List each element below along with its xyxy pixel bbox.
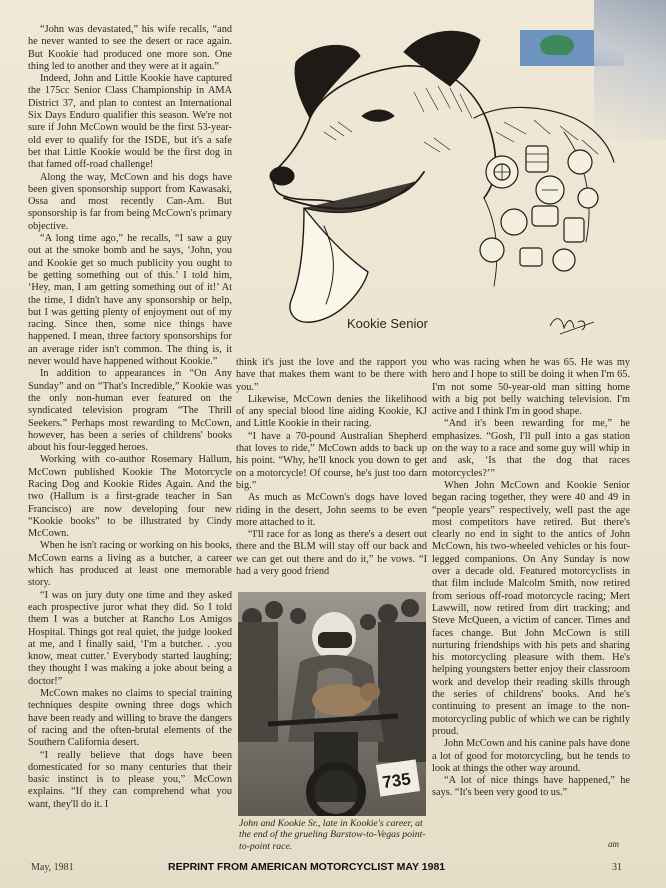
paragraph: “And it's been rewarding for me,” he emphasizes. “Gosh, I'll pull into a gas station on the way to a race and some guy will whip in and ask, ‘Is that the dog that races motorcycles?’” [432,418,630,479]
paragraph: “I was on jury duty one time and they asked each prospective juror what they did. So I told them I was a butcher at Rancho Los Amigos Hospital. Things got real quiet, the judge looked at me, and I finally said, ‘I'm a butcher. . .you know, meat cutter.’ Everybody started laughing; they thought I was making a joke about being a doctor!” [28,589,232,687]
race-number: 735 [381,769,412,793]
article-column-3 [432,357,630,837]
paragraph: “A long time ago,” he recalls, “I saw a guy out at the smoke bomb and he says, ‘John, you and Kookie get so much publicity you ought to be getting something out of this.’ I told him, ‘Hey, man, I am getting something out of it!’ At the time, I didn't have any sponsorship or help, but I was getting plenty of enjoyment out of my racing. Since then, some nice things have happened. I mean, three factory sponsorships for an average rider isn't common. The thing is, it never would have happened without Kookie.” [28,233,232,368]
paragraph: As much as McCown's dogs have loved riding in the desert, John seems to be even more attached to it. [236,492,427,528]
paragraph: Along the way, McCown and his dogs have been given sponsorship support from Kawasaki, Ossa and most recently Can-Am. But sponsorship is far from being McCown's primary objective. [28,171,232,232]
magazine-logo: am [608,839,619,849]
paragraph: “John was devastated,” his wife recalls, “and he never wanted to see the desert or race again. But Kookie had produced one more son. One thing led to another and they were at it again.” [28,24,232,72]
reprint-notice: REPRINT FROM AMERICAN MOTORCYCLIST MAY 1981 [168,861,446,873]
photo-caption: John and Kookie Sr., late in Kookie's career, at the end of the grueling Barstow-to-Vegas point-to-point race. [239,818,426,852]
photo-image [238,592,426,816]
illustration-caption: Kookie Senior [347,316,428,331]
article-column-2 [236,357,427,589]
dog-drawing [264,22,620,357]
paragraph: Indeed, John and Little Kookie have captured the 175cc Senior Class Championship in AMA District 37, and plan to contest an International Six Days Enduro qualifier this season. We're not sure if John McCown would be the first 53-year-old ever to qualify for the ISDE, but it's a safe bet that Little Kookie would be the first dog in that famed off-road challenge! [28,73,232,171]
issue-date: May, 1981 [31,862,74,873]
race-photo [238,592,426,816]
article-column-1 [28,24,232,856]
paragraph: Working with co-author Rosemary Hallum, McCown published Kookie The Motorcycle Racing Dog and Kookie Rides Again. And the two (Hallum is a first-grade teacher in San Francisco) are now developing four new “Kookie books” to be illustrated by Cindy McCown. [28,454,232,540]
paragraph: “I really believe that dogs have been domesticated for so many centuries that their basic instinct is to please you,” McCown explains. “If they can comprehend what you want, they'll do it. I [28,749,232,810]
page-number: 31 [612,862,622,873]
paragraph: In addition to appearances in “On Any Sunday” and on “That's Incredible,” Kookie was the only non-human ever featured on the syndicated television program “The Thrill Seekers.” Perhaps most rewarding to McCown, however, has been a series of childrens' books about his four-legged heroes. [28,368,232,454]
paragraph: think it's just the love and the rapport you have that makes them want to be there with you.” [236,357,427,393]
paragraph: McCown makes no claims to special training techniques despite owning three dogs which have been ready and willing to brave the dangers of racing and the often-brutal elements of the Southern California desert. [28,688,232,749]
paragraph: When John McCown and Kookie Senior began racing together, they were 40 and 49 in “people years” respectively, well past the age most competitors have retired. But there's clearly no end in sight to the antics of John McCown, his two-wheeled vehicles or his four-legged companions. On Any Sunday is now over a decade old. Featured motorcyclists in that film include Malcolm Smith, now retired from serious off-road motorcycle racing; Mert Lawwill, now retired from dirt tracking; and Steve McQueen, a victim of cancer. Times and faces change. But John McCown is still nurturing friendships with his pets and sharing his motorcycling pleasure with them. He's helping youngsters better enjoy their classroom work and develop their reading skills through the series of childrens' books. And he's continuing to present an image to the non-motorcycling public of which we can be rightly proud. [432,479,630,737]
paragraph: who was racing when he was 65. He was my hero and I hope to still be doing it when I'm 65. I'm not some 50-year-old man sitting home with a big pot belly watching television. I'm active and I think I'm in good shape. [432,357,630,418]
paragraph: John McCown and his canine pals have done a lot of good for motorcycling, but he tends to look at things the other way around. [432,738,630,774]
kookie-senior-illustration [264,22,620,357]
paragraph: Likewise, McCown denies the likelihood of any special blood line aiding Kookie, KJ and Little Kookie in their racing. [236,393,427,430]
paragraph: “I have a 70-pound Australian Shepherd that loves to ride,” McCown adds to back up his point. “Why, he'll knock you down to get on a motorcycle! Of course, he's just too darn big.” [236,430,427,491]
paragraph: When he isn't racing or working on his books, McCown earns a living as a butcher, a career which has produced at least one memorable story. [28,540,232,589]
paragraph: “A lot of nice things have happened,” he says. “It's been very good to us.” [432,775,630,799]
paragraph: “I'll race for as long as there's a desert out there and the BLM will stay off our back and we can get out there and do it,” he vows. “I had a very good friend [236,529,427,578]
